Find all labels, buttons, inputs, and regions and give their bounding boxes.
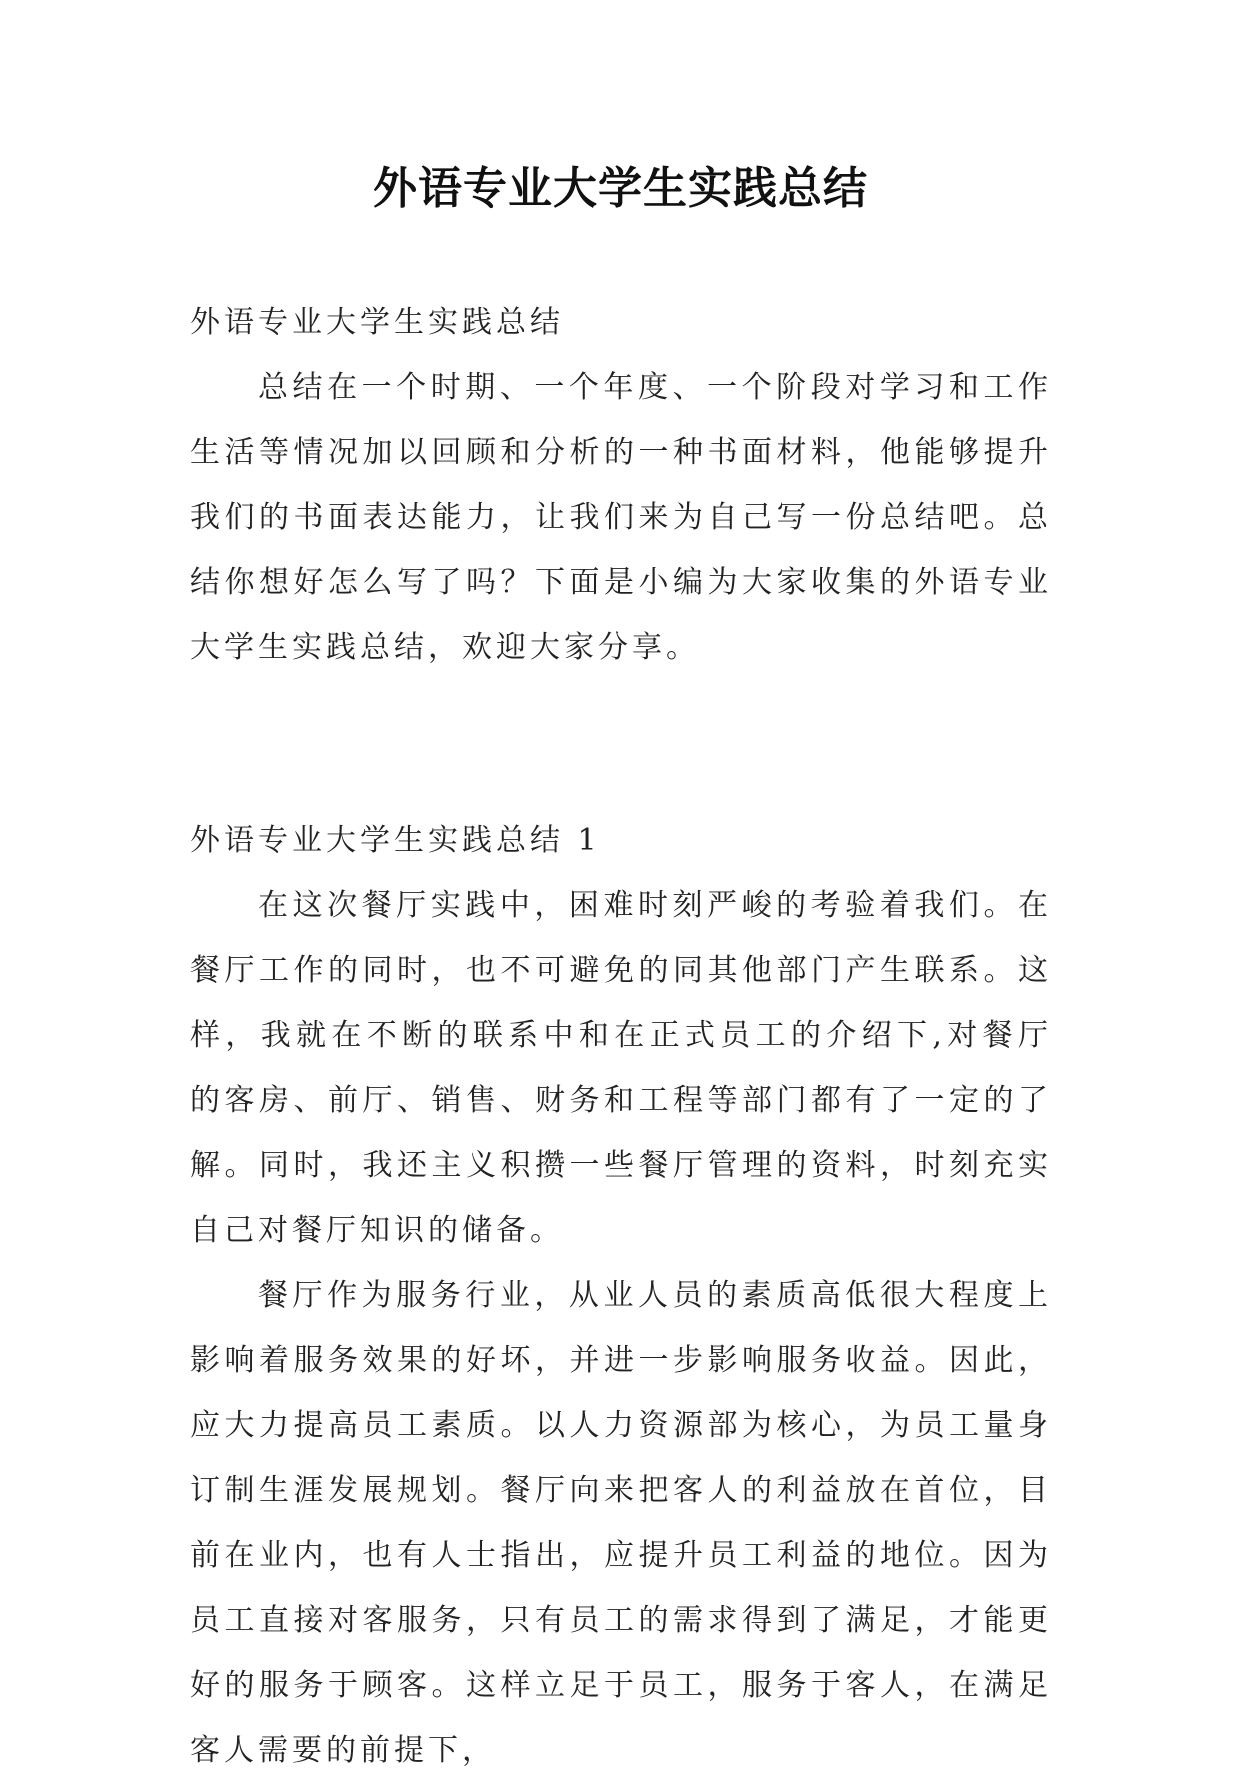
section-spacer [190,680,1052,808]
section1-heading: 外语专业大学生实践总结 1 [190,823,601,858]
intro-paragraph: 总结在一个时期、一个年度、一个阶段对学习和工作生活等情况加以回顾和分析的一种书面材料，他能够提升我们的书面表达能力，让我们来为自己写一份总结吧。总结你想好怎么写了吗？下面是小编为大家收集的外语专业大学生实践总结，欢迎大家分享。 [190,370,1052,665]
document-title: 外语专业大学生实践总结 [373,163,868,214]
section1-paragraph-1: 在这次餐厅实践中，困难时刻严峻的考验着我们。在餐厅工作的同时，也不可避免的同其他部门产生联系。这样，我就在不断的联系中和在正式员工的介绍下,对餐厅的客房、前厅、销售、财务和工程等部门都有了一定的了解。同时，我还主义积攒一些餐厅管理的资料，时刻充实自己对餐厅知识的储备。 [190,888,1052,1248]
section1-paragraph-2: 餐厅作为服务行业，从业人员的素质高低很大程度上影响着服务效果的好坏，并进一步影响服务收益。因此，应大力提高员工素质。以人力资源部为核心，为员工量身订制生涯发展规划。餐厅向来把客人的利益放在首位，目前在业内，也有人士指出，应提升员工利益的地位。因为员工直接对客服务，只有员工的需求得到了满足，才能更好的服务于顾客。这样立足于员工，服务于客人，在满足客人需要的前提下， [190,1278,1052,1768]
document-body [190,290,1052,1783]
intro-heading: 外语专业大学生实践总结 [190,305,564,340]
